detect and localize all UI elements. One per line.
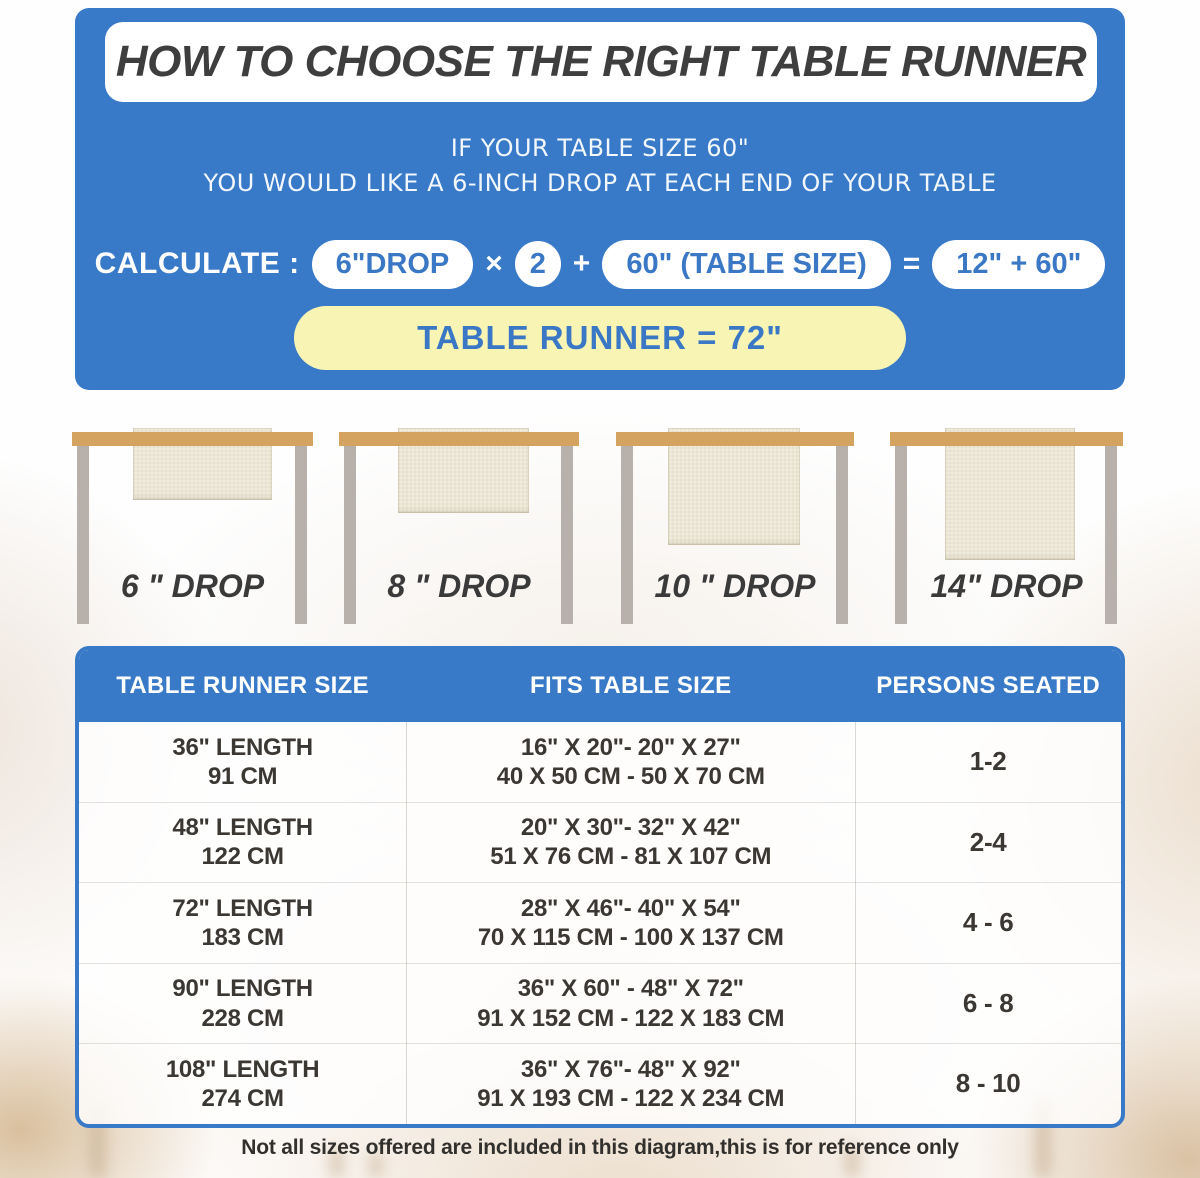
fits-size-in: 28" X 46"- 40" X 54" xyxy=(520,894,741,922)
plus-sign: + xyxy=(572,247,591,280)
tabletop xyxy=(616,432,854,446)
runner-size-cm: 122 CM xyxy=(201,843,284,871)
table-row xyxy=(79,1043,1121,1124)
result-pill: 12" + 60" xyxy=(932,240,1105,289)
size-reference-table xyxy=(75,646,1125,1128)
table-row xyxy=(79,963,1121,1044)
tabletop xyxy=(72,432,313,446)
fits-size-cm: 91 X 152 CM - 122 X 183 CM xyxy=(477,1004,785,1032)
drop-label: 8 " DROP xyxy=(387,568,531,604)
column-header-persons-seated: PERSONS SEATED xyxy=(876,672,1101,699)
multiply-sign: × xyxy=(485,247,503,280)
page-title: HOW TO CHOOSE THE RIGHT TABLE RUNNER xyxy=(115,37,1087,86)
equals-sign: = xyxy=(902,247,921,280)
persons-seated: 2-4 xyxy=(969,826,1007,857)
subtitle-line-2: YOU WOULD LIKE A 6-INCH DROP AT EACH END OF YOUR TABLE xyxy=(203,169,997,197)
persons-seated: 4 - 6 xyxy=(962,907,1014,938)
multiplier-badge: 2 xyxy=(515,241,561,287)
calculation-formula-row xyxy=(89,236,1111,292)
table-size-pill: 60" (TABLE SIZE) xyxy=(602,240,890,289)
fits-size-cm: 40 X 50 CM - 50 X 70 CM xyxy=(496,762,765,790)
tabletop xyxy=(339,432,579,446)
table-row xyxy=(79,722,1121,802)
disclaimer-note: Not all sizes offered are included in this diagram,this is for reference only xyxy=(241,1136,959,1159)
drop-label: 6 " DROP xyxy=(120,568,265,604)
column-header-runner-size: TABLE RUNNER SIZE xyxy=(116,672,369,699)
subtitle-line-1: IF YOUR TABLE SIZE 60" xyxy=(450,134,750,162)
runner-size-in: 72" LENGTH xyxy=(172,894,313,922)
persons-seated: 8 - 10 xyxy=(955,1068,1021,1099)
table-runner-cloth xyxy=(945,428,1075,560)
runner-size-cm: 228 CM xyxy=(201,1004,284,1032)
drop-example-8in xyxy=(339,410,579,642)
column-divider xyxy=(855,722,856,1124)
header-panel xyxy=(75,8,1125,390)
drop-label: 14" DROP xyxy=(930,568,1083,604)
drop-label: 10 " DROP xyxy=(654,568,816,604)
drop-value-pill: 6"DROP xyxy=(312,240,474,289)
title-banner xyxy=(105,22,1097,102)
column-header-fits-table-size: FITS TABLE SIZE xyxy=(530,672,732,699)
fits-size-cm: 51 X 76 CM - 81 X 107 CM xyxy=(490,843,772,871)
drop-example-10in xyxy=(616,410,854,642)
persons-seated: 1-2 xyxy=(969,745,1007,776)
fits-size-in: 36" X 60" - 48" X 72" xyxy=(517,975,744,1003)
fits-size-cm: 70 X 115 CM - 100 X 137 CM xyxy=(477,923,784,951)
fits-size-in: 20" X 30"- 32" X 42" xyxy=(520,814,741,842)
calculate-label: CALCULATE : xyxy=(94,247,300,280)
runner-size-cm: 91 CM xyxy=(207,762,278,790)
table-row xyxy=(79,802,1121,883)
persons-seated: 6 - 8 xyxy=(962,987,1014,1018)
table-header-row xyxy=(79,650,1121,722)
table-body xyxy=(79,722,1121,1124)
table-row xyxy=(79,882,1121,963)
drop-example-14in xyxy=(890,410,1123,642)
runner-size-in: 36" LENGTH xyxy=(172,733,313,761)
fits-size-in: 16" X 20"- 20" X 27" xyxy=(520,733,741,761)
fits-size-in: 36" X 76"- 48" X 92" xyxy=(520,1055,741,1083)
drop-example-6in xyxy=(72,410,313,642)
runner-size-cm: 183 CM xyxy=(201,923,284,951)
runner-size-in: 90" LENGTH xyxy=(172,975,313,1003)
tabletop xyxy=(890,432,1123,446)
column-divider xyxy=(406,722,407,1124)
fits-size-cm: 91 X 193 CM - 122 X 234 CM xyxy=(477,1085,785,1113)
runner-size-cm: 274 CM xyxy=(201,1085,284,1113)
runner-size-in: 108" LENGTH xyxy=(165,1055,320,1083)
runner-size-in: 48" LENGTH xyxy=(172,814,313,842)
table-runner-answer-pill: TABLE RUNNER = 72" xyxy=(294,306,906,370)
